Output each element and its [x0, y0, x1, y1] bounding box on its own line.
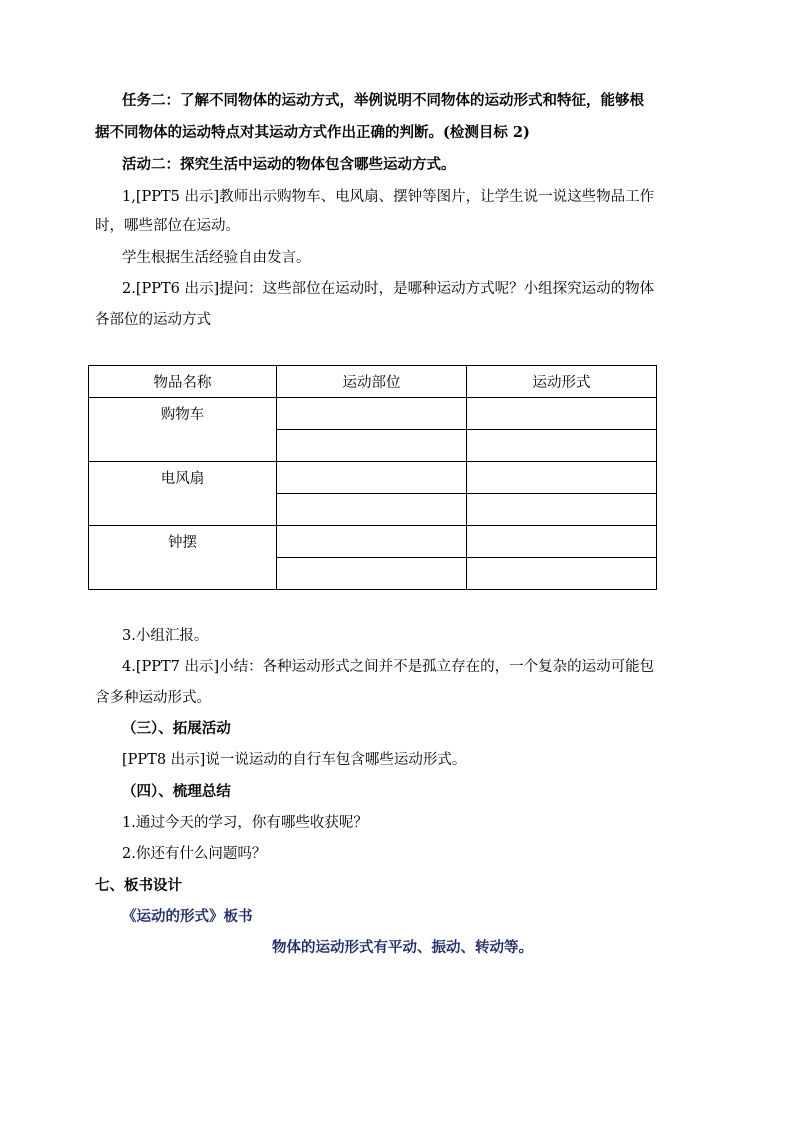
section4-question2: 2.你还有什么问题吗？ — [122, 846, 267, 862]
header-item-name: 物品名称 — [89, 366, 277, 398]
table-cell[interactable] — [277, 462, 467, 494]
table-row — [89, 398, 657, 430]
step4-line2: 含多种运动形式。 — [95, 690, 211, 706]
table-cell[interactable] — [277, 430, 467, 462]
activity2-step2-line1: 2.[PPT6 出示]提问：这些部位在运动时，是哪种运动方式呢？小组探究运动的物体 — [122, 281, 655, 297]
section4-title: （四）、梳理总结 — [122, 783, 231, 800]
section4-question1: 1.通过今天的学习，你有哪些收获呢？ — [122, 815, 368, 831]
row-name-pendulum: 钟摆 — [89, 526, 277, 590]
table-cell[interactable] — [277, 526, 467, 558]
activity2-step1-line1: 1,[PPT5 出示]教师出示购物车、电风扇、摆钟等图片，让学生说一说这些物品工作 — [122, 189, 655, 205]
row-name-fan: 电风扇 — [89, 462, 277, 526]
task2-line1: 任务二：了解不同物体的运动方式，举例说明不同物体的运动形式和特征，能够根 — [122, 92, 644, 109]
activity2-title: 活动二：探究生活中运动的物体包含哪些运动方式。 — [122, 156, 456, 173]
header-motion-form: 运动形式 — [467, 366, 657, 398]
section7-title: 七、板书设计 — [95, 877, 182, 894]
table-row — [89, 462, 657, 494]
step4-line1: 4.[PPT7 出示]小结：各种运动形式之间并不是孤立存在的，一个复杂的运动可能包 — [122, 659, 655, 675]
table-cell[interactable] — [467, 398, 657, 430]
table-header-row — [89, 366, 657, 398]
table-cell[interactable] — [467, 494, 657, 526]
table-cell[interactable] — [277, 494, 467, 526]
board-title: 《运动的形式》板书 — [122, 908, 253, 925]
activity2-student: 学生根据生活经验自由发言。 — [122, 250, 311, 266]
table-row — [89, 526, 657, 558]
step3-report: 3.小组汇报。 — [122, 628, 209, 644]
table-cell[interactable] — [467, 558, 657, 590]
table-cell[interactable] — [467, 462, 657, 494]
board-content: 物体的运动形式有平动、振动、转动等。 — [272, 939, 533, 956]
table-cell[interactable] — [467, 430, 657, 462]
table-cell[interactable] — [277, 558, 467, 590]
motion-table — [88, 365, 657, 590]
row-name-cart: 购物车 — [89, 398, 277, 462]
table-cell[interactable] — [467, 526, 657, 558]
header-moving-part: 运动部位 — [277, 366, 467, 398]
table-cell[interactable] — [277, 398, 467, 430]
section3-title: （三）、拓展活动 — [122, 720, 231, 737]
task2-line2: 据不同物体的运动特点对其运动方式作出正确的判断。(检测目标 2) — [95, 124, 530, 141]
activity2-step1-line2: 时，哪些部位在运动。 — [95, 218, 240, 234]
activity2-step2-line2: 各部位的运动方式 — [95, 312, 211, 328]
section3-text: [PPT8 出示]说一说运动的自行车包含哪些运动形式。 — [122, 752, 467, 768]
